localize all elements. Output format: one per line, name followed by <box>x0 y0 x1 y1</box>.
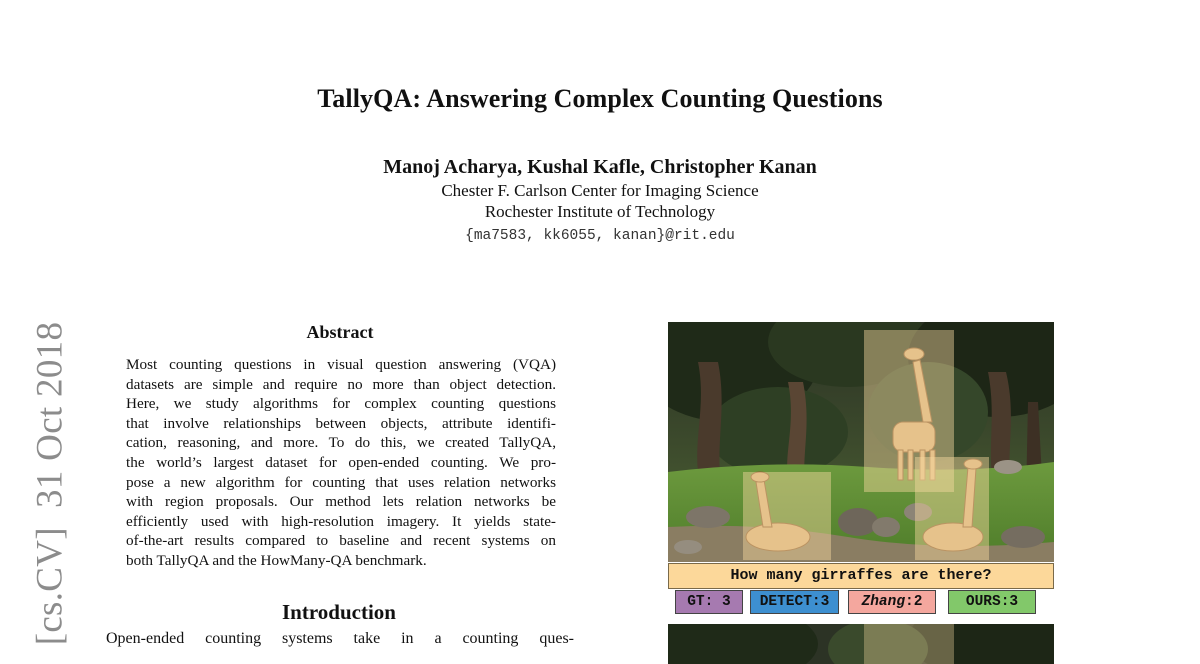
author-emails: {ma7583, kk6055, kanan}@rit.edu <box>465 228 735 244</box>
badge-ground-truth: GT: 3 <box>675 590 743 614</box>
abstract-body <box>126 355 556 571</box>
badge-detect: DETECT:3 <box>750 590 839 614</box>
abstract-heading: Abstract <box>306 322 374 342</box>
figure-question-box: How many girraffes are there? <box>668 563 1054 589</box>
abstract-line: Here, we study algorithms for complex counting questions <box>126 395 556 413</box>
affiliation-center: Chester F. Carlson Center for Imaging Science <box>441 181 759 200</box>
figure-photo-second <box>668 624 1054 664</box>
paper-title: TallyQA: Answering Complex Counting Questions <box>317 84 883 113</box>
abstract-line: that involve relationships between objects, attribute identifi- <box>126 414 556 432</box>
badge-zhang-count: :2 <box>905 594 923 610</box>
abstract-line: cation, reasoning, and more. To do this, we created TallyQA, <box>126 434 556 452</box>
abstract-line: with region proposals. Our method lets relation networks be <box>126 493 556 511</box>
abstract-line: both TallyQA and the HowMany-QA benchmark. <box>126 551 427 569</box>
abstract-line: efficiently used with high-resolution imagery. It yields state- <box>126 512 556 530</box>
abstract-line: pose a new algorithm for counting that uses relation networks <box>126 473 556 491</box>
introduction-heading: Introduction <box>282 600 396 624</box>
abstract-line: the world’s largest dataset for open-ended counting. We pro- <box>126 453 556 471</box>
arxiv-side-stamp: [cs.CV] 31 Oct 2018 <box>29 321 71 646</box>
abstract-line: Most counting questions in visual question answering (VQA) <box>126 356 556 373</box>
affiliation-institute: Rochester Institute of Technology <box>484 202 716 221</box>
author-list: Manoj Acharya, Kushal Kafle, Christopher Kanan <box>383 156 817 178</box>
badge-zhang-name: Zhang <box>861 594 906 610</box>
figure-photo-giraffes <box>668 322 1054 562</box>
badge-ours: OURS:3 <box>948 590 1036 614</box>
abstract-line: datasets are simple and require no more than object detection. <box>126 375 556 393</box>
introduction-first-line: Open-ended counting systems take in a counting ques- <box>106 630 574 647</box>
abstract-line: of-the-art results compared to baseline and recent systems on <box>126 532 556 550</box>
badge-zhang <box>848 590 936 614</box>
